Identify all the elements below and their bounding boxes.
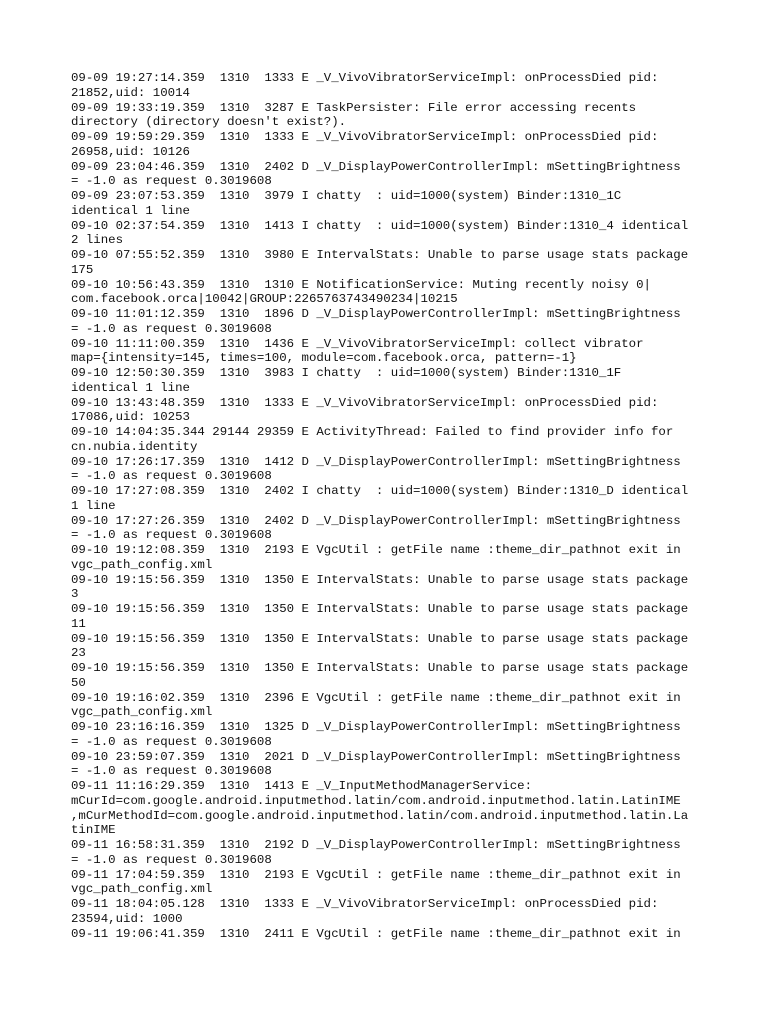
log-line: = -1.0 as request 0.3019608: [71, 469, 272, 484]
log-line: 09-10 07:55:52.359 1310 3980 E IntervalStats: Unable to parse usage stats package: [71, 248, 689, 262]
log-line: 09-11 18:04:05.128 1310 1333 E _V_VivoVibratorServiceImpl: onProcessDied pid:: [71, 897, 659, 911]
log-line: 09-10 10:56:43.359 1310 1310 E NotificationService: Muting recently noisy 0|: [71, 277, 651, 292]
log-line: 23594,uid: 1000: [71, 911, 183, 926]
log-line: map={intensity=145, times=100, module=com.facebook.orca, pattern=-1}: [71, 351, 577, 366]
log-line: 09-10 19:15:56.359 1310 1350 E IntervalStats: Unable to parse usage stats package: [71, 661, 689, 675]
log-line: 23: [71, 646, 86, 661]
log-line: 1 line: [71, 498, 116, 513]
log-line: 21852,uid: 10014: [71, 85, 190, 100]
log-line: 09-10 17:27:08.359 1310 2402 I chatty : uid=1000(system) Binder:1310_D identical: [71, 484, 689, 498]
log-line: vgc_path_config.xml: [71, 705, 213, 720]
log-line: 09-11 11:16:29.359 1310 1413 E _V_InputMethodManagerService:: [71, 779, 533, 793]
log-line: cn.nubia.identity: [71, 439, 198, 454]
log-line: 09-10 13:43:48.359 1310 1333 E _V_VivoVibratorServiceImpl: onProcessDied pid:: [71, 395, 659, 410]
log-line: = -1.0 as request 0.3019608: [71, 321, 272, 336]
log-line: = -1.0 as request 0.3019608: [71, 174, 272, 189]
log-line: tinIME: [71, 823, 116, 838]
log-line: identical 1 line: [71, 380, 190, 395]
log-line: = -1.0 as request 0.3019608: [71, 528, 272, 543]
log-line: 09-10 17:26:17.359 1310 1412 D _V_DisplayPowerControllerImpl: mSettingBrightness: [71, 454, 681, 469]
log-line: 50: [71, 675, 86, 690]
log-line: mCurId=com.google.android.inputmethod.latin/com.android.inputmethod.latin.LatinIME: [71, 793, 681, 808]
log-line: = -1.0 as request 0.3019608: [71, 764, 272, 779]
log-line: 11: [71, 616, 86, 631]
log-line: vgc_path_config.xml: [71, 882, 213, 897]
log-line: 09-10 11:01:12.359 1310 1896 D _V_DisplayPowerControllerImpl: mSettingBrightness: [71, 307, 681, 321]
log-text: [71, 71, 711, 941]
log-line: 09-10 19:12:08.359 1310 2193 E VgcUtil : getFile name :theme_dir_pathnot exit in: [71, 543, 681, 557]
log-line: 09-10 23:59:07.359 1310 2021 D _V_DisplayPowerControllerImpl: mSettingBrightness: [71, 749, 681, 764]
log-line: 09-10 19:15:56.359 1310 1350 E IntervalStats: Unable to parse usage stats package: [71, 631, 689, 646]
log-line: = -1.0 as request 0.3019608: [71, 852, 272, 867]
log-line: ,mCurMethodId=com.google.android.inputmethod.latin/com.android.inputmethod.latin.La: [71, 808, 689, 823]
log-line: 09-10 23:16:16.359 1310 1325 D _V_DisplayPowerControllerImpl: mSettingBrightness: [71, 720, 681, 734]
log-line: identical 1 line: [71, 203, 190, 218]
log-line: 09-10 17:27:26.359 1310 2402 D _V_DisplayPowerControllerImpl: mSettingBrightness: [71, 513, 681, 528]
log-line: 09-10 14:04:35.344 29144 29359 E ActivityThread: Failed to find provider info for: [71, 425, 674, 439]
log-line: 09-11 16:58:31.359 1310 2192 D _V_DisplayPowerControllerImpl: mSettingBrightness: [71, 838, 681, 852]
log-line: 09-09 19:33:19.359 1310 3287 E TaskPersister: File error accessing recents: [71, 100, 637, 115]
log-line: 09-11 17:04:59.359 1310 2193 E VgcUtil : getFile name :theme_dir_pathnot exit in: [71, 867, 681, 882]
log-line: 09-10 02:37:54.359 1310 1413 I chatty : uid=1000(system) Binder:1310_4 identical: [71, 218, 689, 233]
log-line: vgc_path_config.xml: [71, 557, 213, 572]
log-line: = -1.0 as request 0.3019608: [71, 734, 272, 749]
log-line: 09-09 23:07:53.359 1310 3979 I chatty : uid=1000(system) Binder:1310_1C: [71, 189, 622, 203]
log-line: directory (directory doesn't exist?).: [71, 115, 347, 130]
log-line: 09-09 23:04:46.359 1310 2402 D _V_DisplayPowerControllerImpl: mSettingBrightness: [71, 159, 681, 174]
log-line: 09-10 19:15:56.359 1310 1350 E IntervalStats: Unable to parse usage stats package: [71, 572, 689, 587]
log-line: 09-09 19:59:29.359 1310 1333 E _V_VivoVibratorServiceImpl: onProcessDied pid:: [71, 130, 659, 144]
log-line: 2 lines: [71, 233, 124, 248]
log-line: 175: [71, 262, 94, 277]
log-line: 09-10 12:50:30.359 1310 3983 I chatty : uid=1000(system) Binder:1310_1F: [71, 366, 622, 380]
log-line: 09-11 19:06:41.359 1310 2411 E VgcUtil : getFile name :theme_dir_pathnot exit in: [71, 926, 681, 941]
log-line: 09-10 11:11:00.359 1310 1436 E _V_VivoVibratorServiceImpl: collect vibrator: [71, 336, 644, 351]
log-line: 09-10 19:16:02.359 1310 2396 E VgcUtil : getFile name :theme_dir_pathnot exit in: [71, 690, 681, 705]
log-line: 26958,uid: 10126: [71, 144, 190, 159]
log-line: 09-10 19:15:56.359 1310 1350 E IntervalStats: Unable to parse usage stats package: [71, 602, 689, 616]
log-line: 3: [71, 587, 79, 602]
log-line: 09-09 19:27:14.359 1310 1333 E _V_VivoVibratorServiceImpl: onProcessDied pid:: [71, 71, 659, 85]
log-line: com.facebook.orca|10042|GROUP:2265763743490234|10215: [71, 292, 458, 307]
log-line: 17086,uid: 10253: [71, 410, 190, 425]
